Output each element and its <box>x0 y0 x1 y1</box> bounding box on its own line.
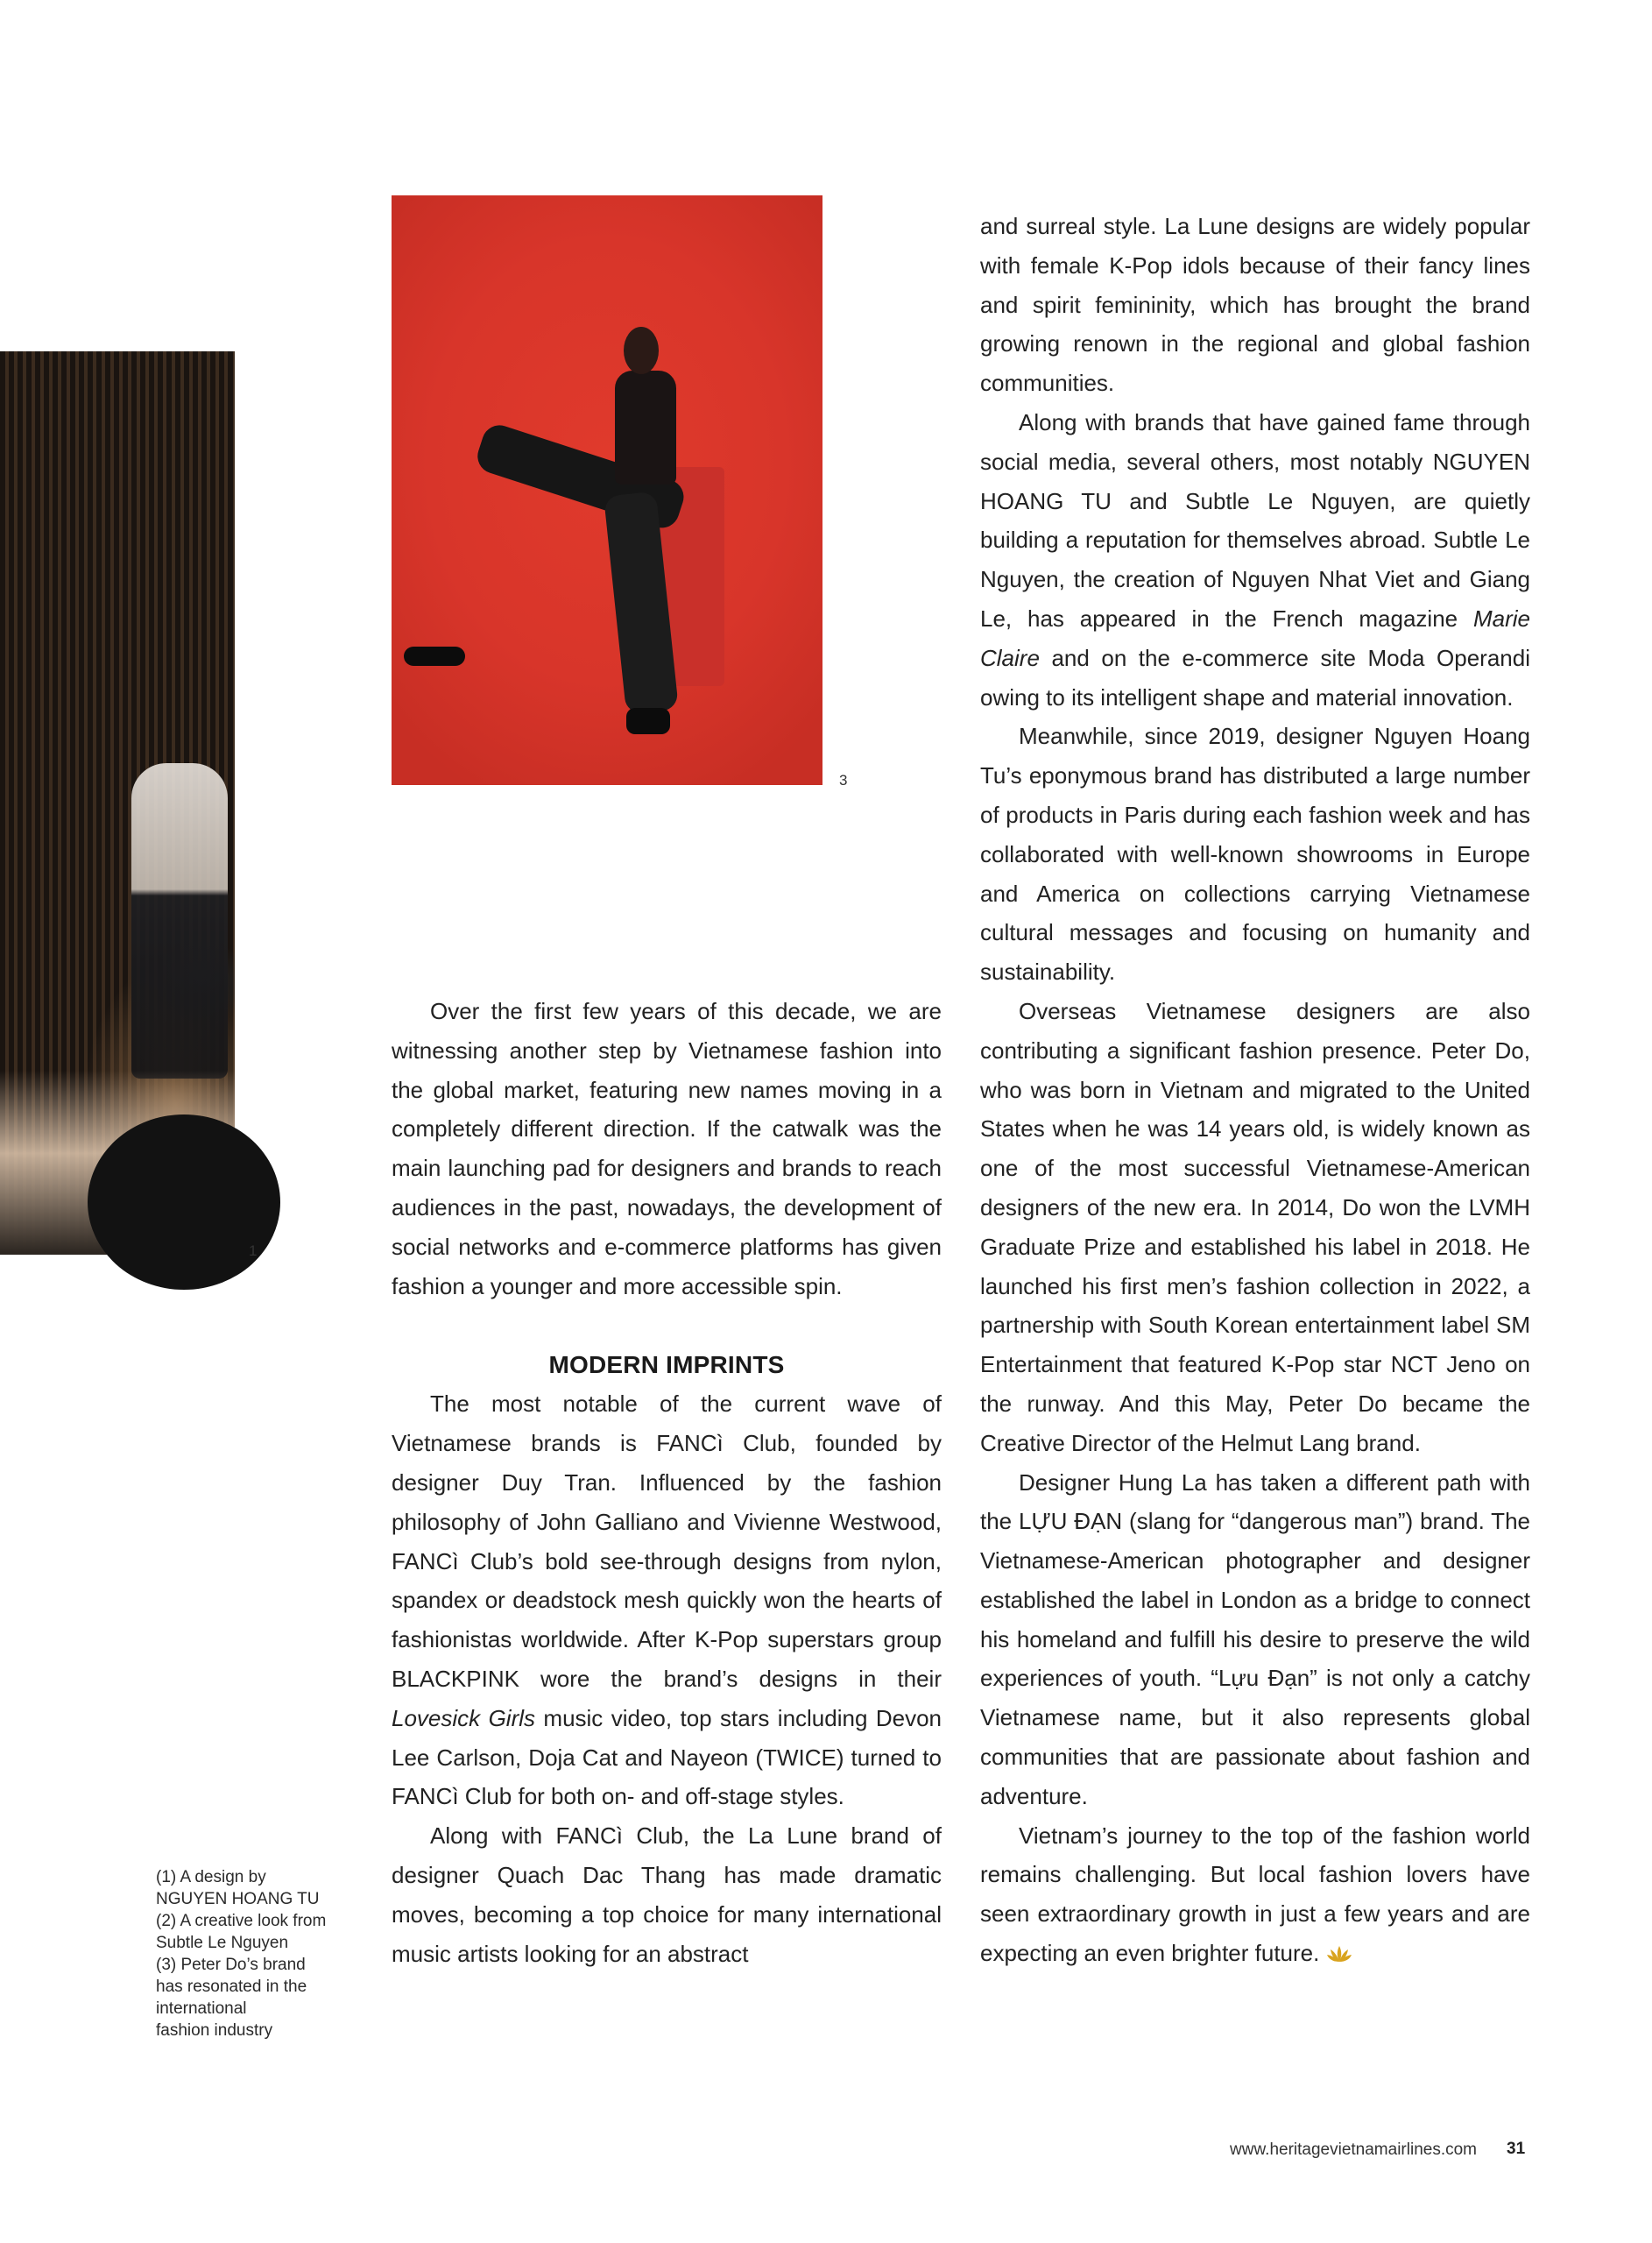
caption-line: has resonated in the <box>156 1978 307 1996</box>
caption-line: fashion industry <box>156 2021 273 2040</box>
paragraph-text: Along with brands that have gained fame through social media, several others, most notably NGUYEN HOANG TU and Subtle Le Nguyen, are quietly building a reputation for themselves abroad. Subtle Le Nguyen, the creation of Nguyen Nhat Viet and Giang Le, has appeared in the French magazine <box>980 408 1530 632</box>
photo-red-portrait <box>392 195 822 785</box>
caption-line: Subtle Le Nguyen <box>156 1934 289 1952</box>
article-column-right <box>980 207 1530 1973</box>
paragraph: Along with FANCì Club, the La Lune brand of designer Quach Dac Thang has made dramatic moves, becoming a top choice for many international music artists looking for an abstract <box>392 1822 942 1967</box>
paragraph-text: Vietnam’s journey to the top of the fashion world remains challenging. But local fashion lovers have seen extraordinary growth in just a few years and are expecting an even brighter future. <box>980 1822 1530 1967</box>
paragraph-text: music video, top stars including Devon Lee Carlson, Doja Cat and Nayeon (TWICE) turned to FANCì Club for both on- and off-stage styles. <box>392 1704 942 1810</box>
caption-line: international <box>156 1999 247 2018</box>
paragraph: and surreal style. La Lune designs are widely popular with female K-Pop idols because of their fancy lines and spirit femininity, which has brought the brand growing renown in the regional and global fashion communities. <box>980 213 1530 397</box>
photo-number-1: 1 <box>249 1242 258 1259</box>
paragraph <box>980 1816 1530 1973</box>
caption-line: (2) A creative look from <box>156 1912 327 1930</box>
caption-line: (3) Peter Do’s brand <box>156 1956 306 1974</box>
photo-figure <box>131 763 228 1079</box>
article-column-left <box>392 992 942 1973</box>
italic-title: Lovesick Girls <box>392 1704 535 1731</box>
caption-line: (1) A design by <box>156 1868 266 1886</box>
lotus-icon <box>1326 1944 1352 1964</box>
caption-line: NGUYEN HOANG TU <box>156 1890 320 1908</box>
paragraph: Meanwhile, since 2019, designer Nguyen Hoang Tu’s eponymous brand has distributed a large number of products in Paris during each fashion week and has collaborated with well-known showrooms in Europe and America on collections carrying Vietnamese cultural messages and focusing on humanity and sustainability. <box>980 723 1530 986</box>
photo-shoe <box>626 708 670 734</box>
photo-number-3: 3 <box>839 772 848 789</box>
paragraph <box>392 1384 942 1816</box>
paragraph <box>980 403 1530 717</box>
page-number: 31 <box>1507 2140 1526 2158</box>
paragraph-text: and on the e-commerce site Moda Operandi owing to its intelligent shape and material innovation. <box>980 644 1530 711</box>
photo-audience-head <box>88 1114 280 1290</box>
footer-url: www.heritagevietnamairlines.com <box>1230 2140 1477 2159</box>
photo-caption <box>156 1866 357 2041</box>
paragraph-text: The most notable of the current wave of Vietnamese brands is FANCì Club, founded by designer Duy Tran. Influenced by the fashion philosophy of John Galliano and Vivienne Westwood, FANCì Club’s bold see-through designs from nylon, spandex or deadstock mesh quickly won the hearts of fashionistas worldwide. After K-Pop superstars group BLACKPINK wore the brand’s designs in their <box>392 1390 942 1692</box>
paragraph: Designer Hung La has taken a different path with the LỰU ĐẠN (slang for “dangerous man”) brand. The Vietnamese-American photographer and designer established the label in London as a bridge to connect his homeland and fulfill his desire to preserve the wild experiences of youth. “Lựu Đạn” is not only a catchy Vietnamese name, but it also represents global communities that are passionate about fashion and adventure. <box>980 1468 1530 1809</box>
paragraph: Overseas Vietnamese designers are also contributing a significant fashion presence. Peter Do, who was born in Vietnam and migrated to the United States when he was 14 years old, is widely known as one of the most successful Vietnamese-American designers of the new era. In 2014, Do won the LVMH Graduate Prize and established his label in 2018. He launched his first men’s fashion collection in 2022, a partnership with South Korean entertainment label SM Entertainment that featured K-Pop star NCT Jeno on the runway. And this May, Peter Do became the Creative Director of the Helmut Lang brand. <box>980 997 1530 1456</box>
photo-torso <box>615 371 676 485</box>
paragraph: Over the first few years of this decade, we are witnessing another step by Vietnamese fashion into the global market, featuring new names moving in a completely different direction. If the catwalk was the main launching pad for designers and brands to reach audiences in the past, nowadays, the development of social networks and e-commerce platforms has given fashion a younger and more accessible spin. <box>392 998 942 1299</box>
section-heading: MODERN IMPRINTS <box>548 1351 785 1379</box>
italic-title: Marie Claire <box>980 605 1530 671</box>
photo-runway <box>0 351 235 1255</box>
photo-shoe <box>404 647 465 666</box>
photo-head <box>624 327 659 374</box>
